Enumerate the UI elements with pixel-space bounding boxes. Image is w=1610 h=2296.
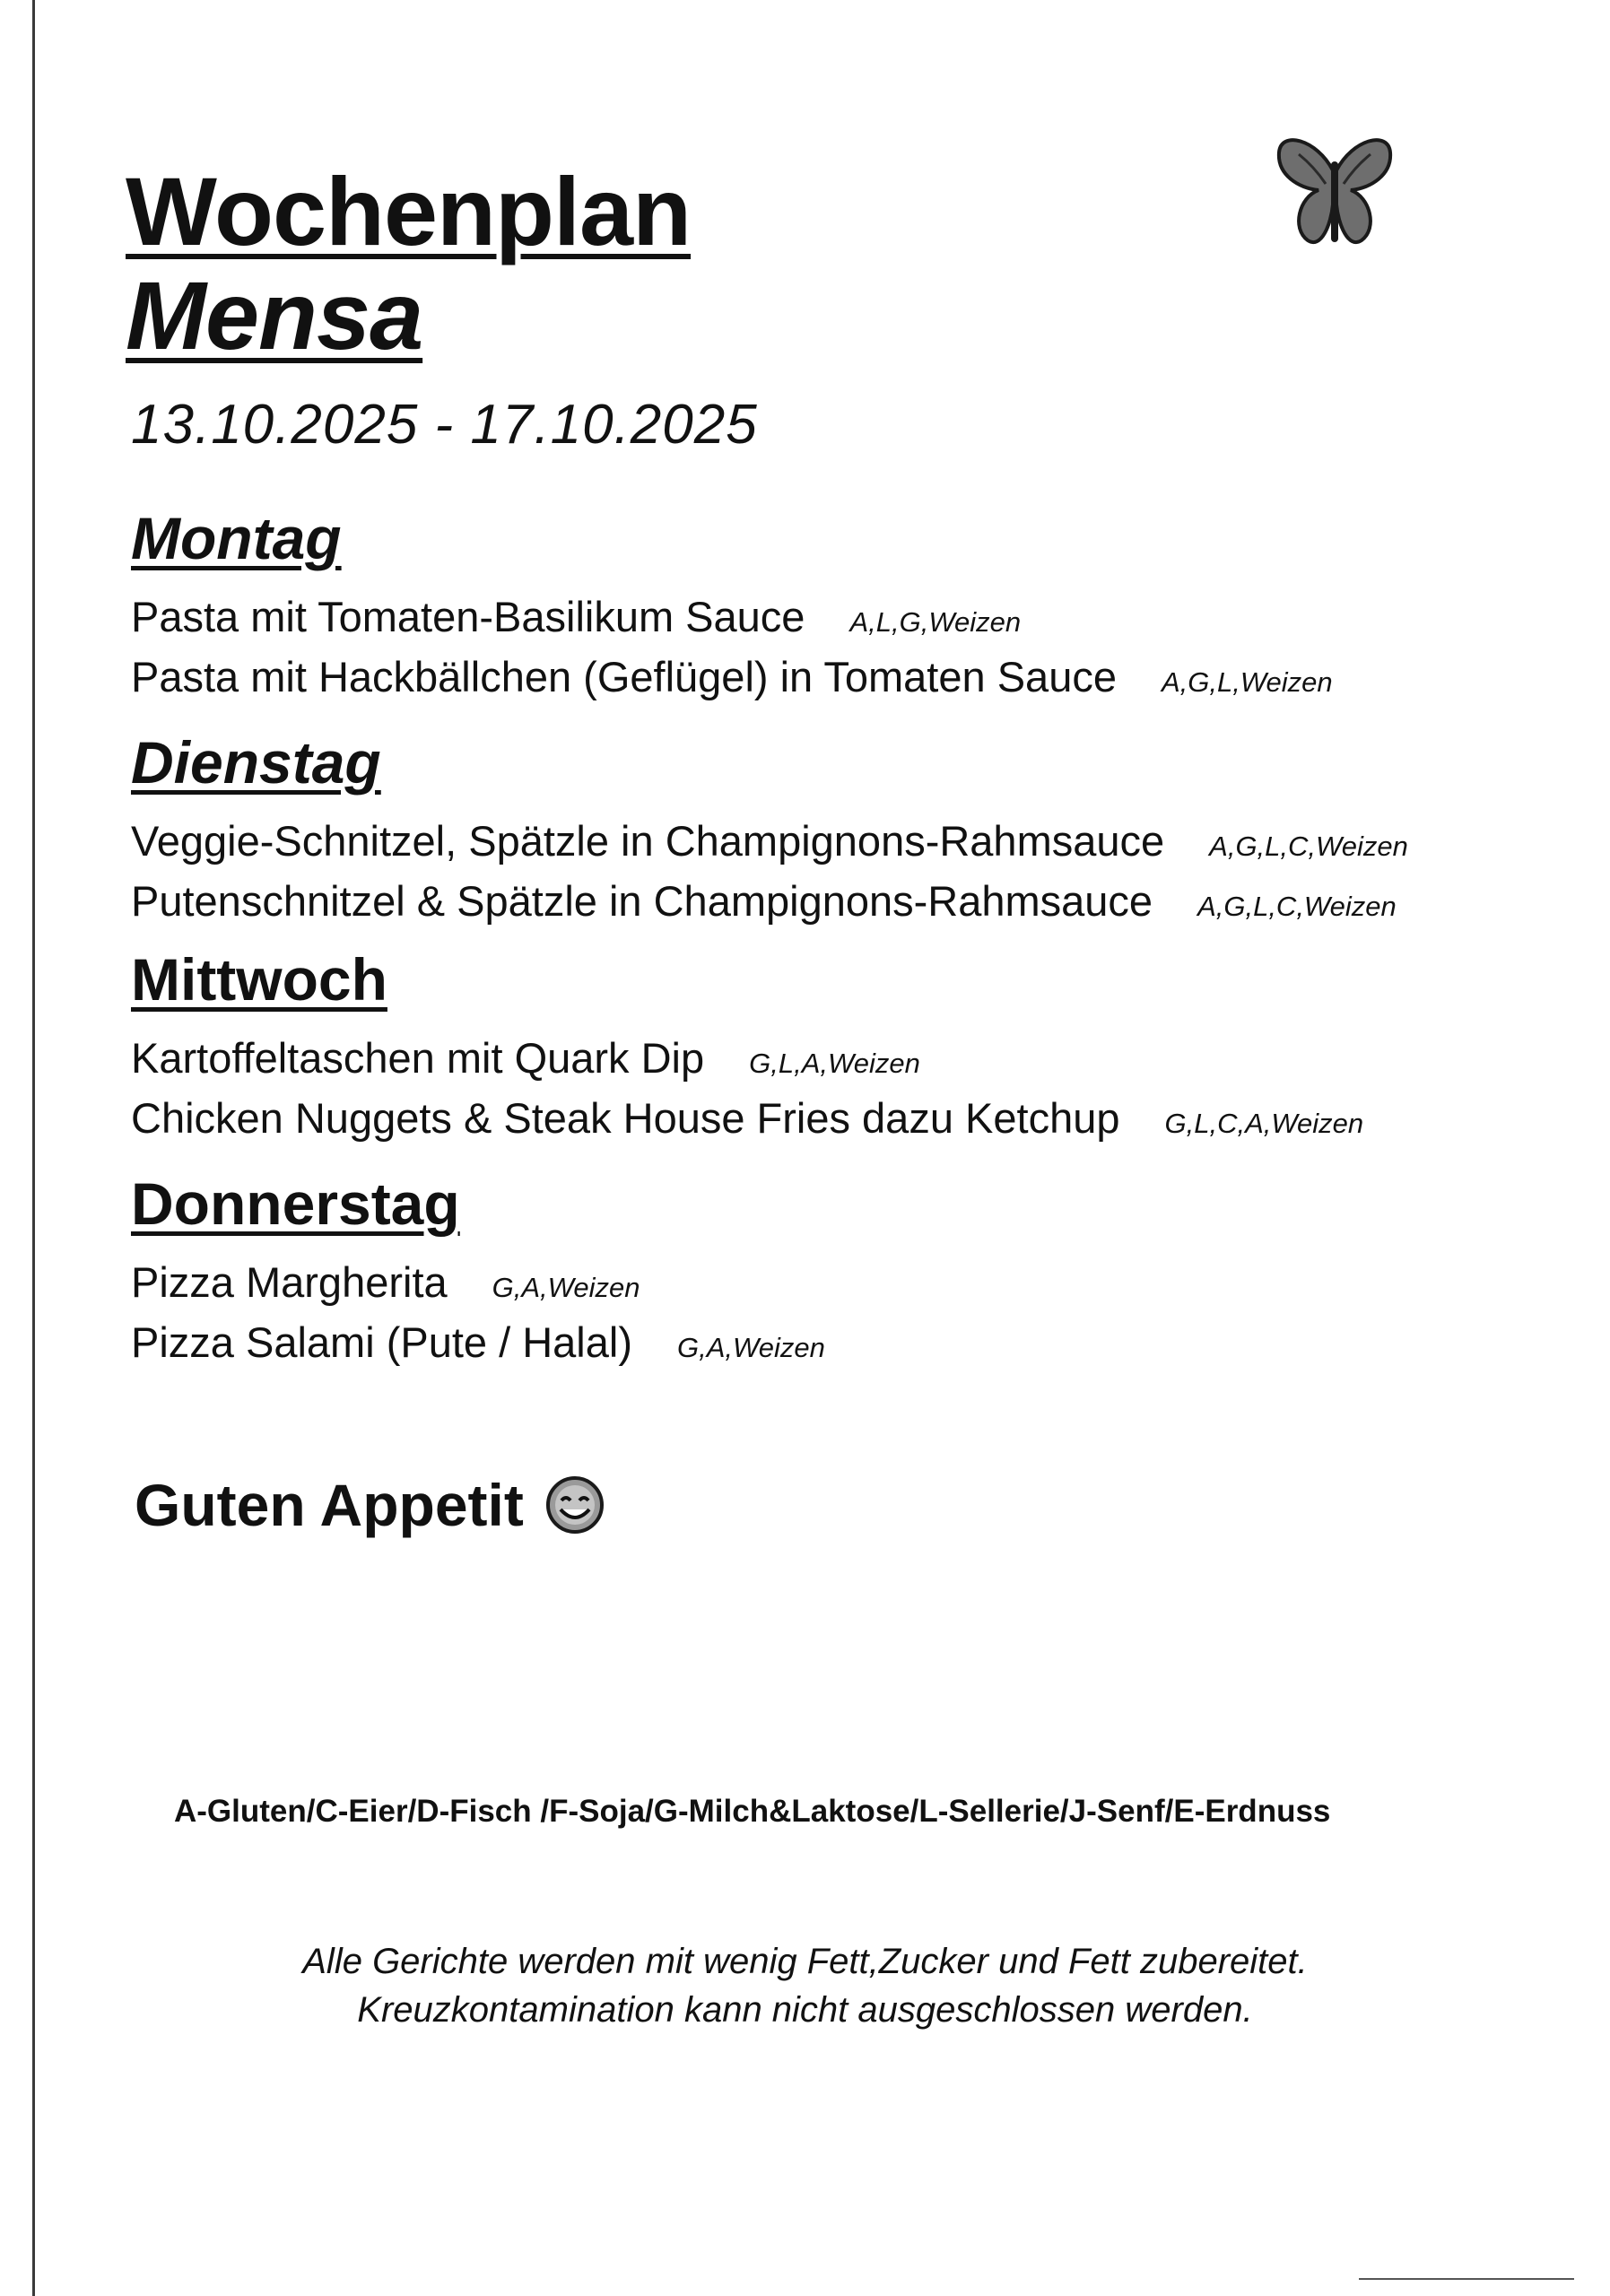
day-title: Dienstag bbox=[131, 729, 381, 796]
meal-item bbox=[131, 1033, 1363, 1083]
greeting-text: Guten Appetit bbox=[135, 1472, 524, 1538]
meal-name: Putenschnitzel & Spätzle in Champignons-Rahmsauce bbox=[131, 877, 1153, 925]
meal-allergens: G,A,Weizen bbox=[676, 1332, 825, 1363]
day-section-dienstag bbox=[131, 728, 1408, 936]
day-title: Montag bbox=[131, 505, 342, 571]
meal-name: Chicken Nuggets & Steak House Fries dazu Ketchup bbox=[131, 1094, 1120, 1142]
smiley-icon bbox=[545, 1475, 605, 1535]
note-line: Kreuzkontamination kann nicht ausgeschlossen werden. bbox=[357, 1990, 1253, 2030]
meal-item bbox=[131, 652, 1333, 701]
day-title: Mittwoch bbox=[131, 946, 387, 1013]
note-line: Alle Gerichte werden mit wenig Fett,Zucker und Fett zubereitet. bbox=[302, 1942, 1308, 1981]
meal-allergens: G,A,Weizen bbox=[492, 1272, 640, 1303]
meal-name: Pasta mit Hackbällchen (Geflügel) in Tomaten Sauce bbox=[131, 653, 1117, 700]
meal-item bbox=[131, 1318, 825, 1367]
page-title-line1: Wochenplan bbox=[126, 157, 692, 265]
meal-name: Pizza Salami (Pute / Halal) bbox=[131, 1318, 632, 1366]
day-title: Donnerstag bbox=[131, 1170, 460, 1237]
meal-allergens: A,G,L,C,Weizen bbox=[1209, 831, 1408, 862]
meal-name: Pizza Margherita bbox=[131, 1258, 448, 1306]
meal-name: Kartoffeltaschen mit Quark Dip bbox=[131, 1034, 705, 1082]
date-range: 13.10.2025 - 17.10.2025 bbox=[131, 394, 758, 456]
meal-allergens: G,L,C,A,Weizen bbox=[1164, 1108, 1364, 1139]
meal-name: Pasta mit Tomaten-Basilikum Sauce bbox=[131, 593, 805, 640]
butterfly-icon bbox=[1272, 135, 1397, 251]
meal-allergens: G,L,A,Weizen bbox=[749, 1048, 920, 1079]
meal-allergens: A,L,G,Weizen bbox=[849, 606, 1022, 638]
meal-allergens: A,G,L,Weizen bbox=[1161, 666, 1333, 698]
day-section-donnerstag bbox=[131, 1170, 825, 1378]
meal-name: Veggie-Schnitzel, Spätzle in Champignons-Rahmsauce bbox=[131, 817, 1165, 865]
meal-allergens: A,G,L,C,Weizen bbox=[1197, 891, 1397, 922]
page-title-line2: Mensa bbox=[126, 261, 423, 370]
allergen-legend: A-Gluten/C-Eier/D-Fisch /F-Soja/G-Milch&Laktose/L-Sellerie/J-Senf/E-Erdnuss bbox=[174, 1794, 1331, 1829]
day-section-mittwoch bbox=[131, 945, 1363, 1153]
footer-notes bbox=[0, 1937, 1610, 2034]
day-section-montag bbox=[131, 504, 1333, 712]
meal-item bbox=[131, 816, 1408, 865]
scan-bottom-line bbox=[1359, 2278, 1574, 2280]
greeting bbox=[135, 1471, 605, 1539]
meal-item bbox=[131, 1257, 825, 1307]
meal-item bbox=[131, 1093, 1363, 1143]
meal-item bbox=[131, 876, 1408, 926]
meal-item bbox=[131, 592, 1333, 641]
